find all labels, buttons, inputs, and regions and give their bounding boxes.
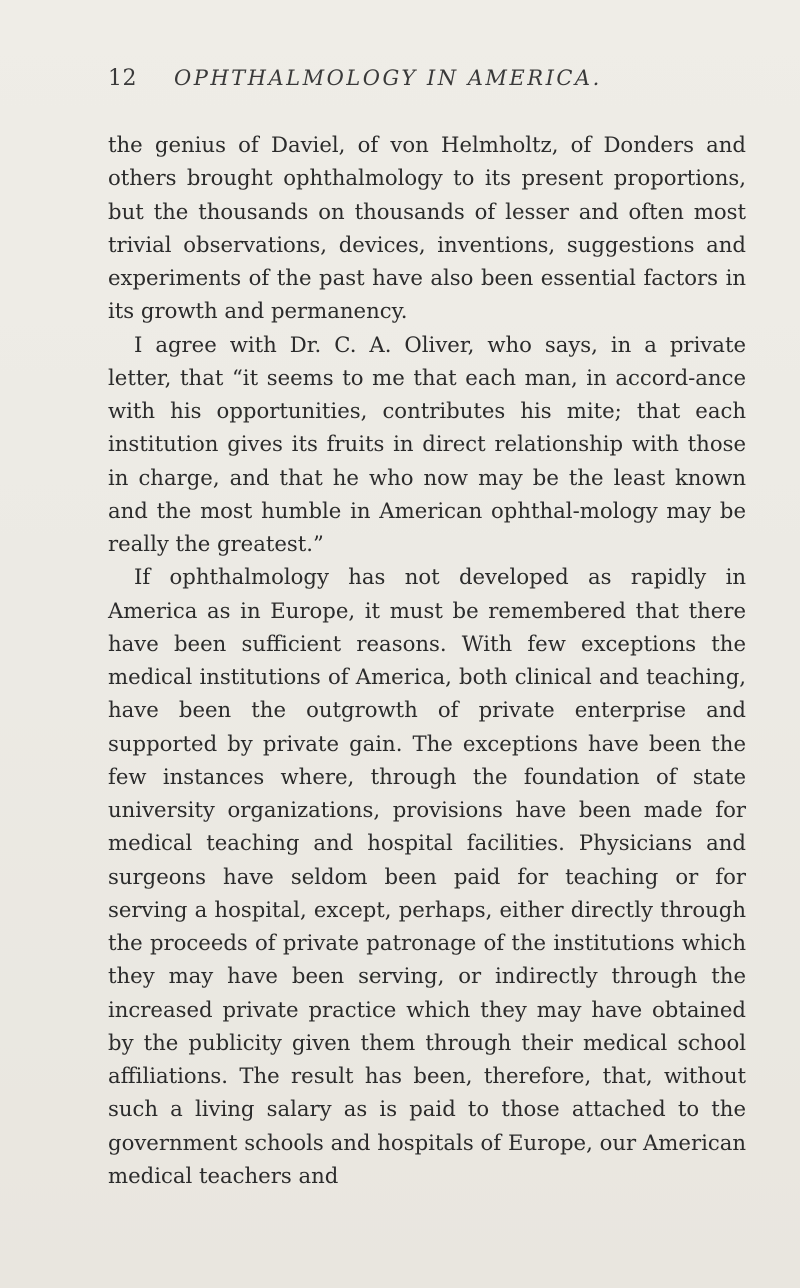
paragraph-continuation: the genius of Daviel, of von Helmholtz, of Donders and others brought ophthalmology to its present proportions, but the thousands on thousands of lesser and often most trivial observations, devices, inventions, suggestions and experiments of the past have also been essential factors in its growth and permanency.	[108, 132, 746, 324]
paragraph-development: If ophthalmology has not developed as rapidly in America as in Europe, it must be remembered that there have been sufficient reasons. With few exceptions the medical institutions of America, both clinical and teaching, have been the outgrowth of private enterprise and supported by private gain. The exceptions have been the few instances where, through the foundation of state university organizations, provisions have been made for medical teaching and hospital facilities. Physicians and surgeons have seldom been paid for teaching or for serving a hospital, except, perhaps, either directly through the proceeds of private patronage of the institutions which they may have been serving, or indirectly through the increased private practice which they may have obtained by the publicity given them through their medical school affiliations. The result has been, therefore, that, without such a living salary as is paid to those attached to the government schools and hospitals of Europe, our American medical teachers and	[108, 564, 746, 1188]
page-number: 12	[108, 66, 137, 91]
running-head	[108, 66, 748, 96]
paragraph-oliver-quote: I agree with Dr. C. A. Oliver, who says, in a private letter, that “it seems to me that each man, in accord-ance with his opportunities, contributes his mite; that each institution gives its fruits in direct relationship with those in charge, and that he who now may be the least known and the most humble in American ophthal-mology may be really the greatest.”	[108, 331, 746, 556]
body-text	[108, 128, 746, 1192]
running-title: OPHTHALMOLOGY IN AMERICA.	[174, 66, 602, 90]
